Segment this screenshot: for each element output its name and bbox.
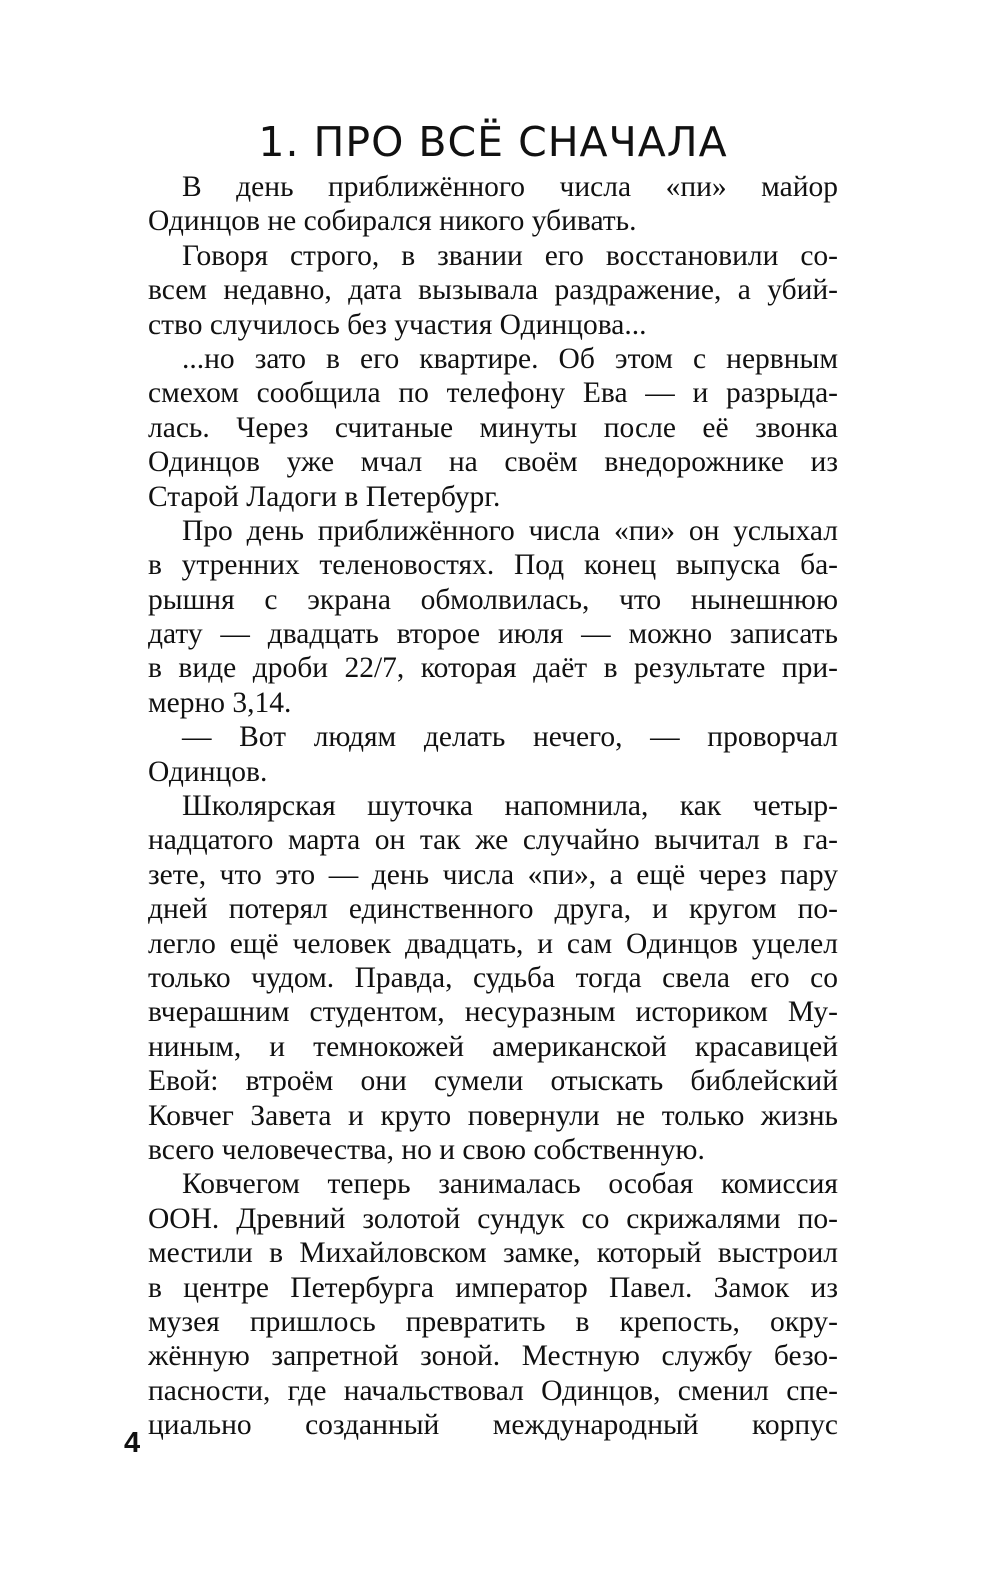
text-line: В день приближённого числа «пи» майор xyxy=(182,171,838,203)
text-line: музея пришлось превратить в крепость, окру- xyxy=(148,1305,838,1338)
text-line: всем недавно, дата вызывала раздражение, а убий- xyxy=(148,274,838,307)
text-line: Евой: втроём они сумели отыскать библейский xyxy=(148,1065,838,1098)
text-line: Одинцов. xyxy=(148,755,268,788)
text-line: ство случилось без участия Одинцова... xyxy=(148,308,647,341)
text-line: в центре Петербурга император Павел. Замок из xyxy=(148,1271,838,1304)
text-line: всего человечества, но и свою собственную. xyxy=(148,1133,705,1166)
text-line: Ковчег Завета и круто повернули не только жизнь xyxy=(148,1099,838,1132)
text-line: дату — двадцать второе июля — можно записать xyxy=(148,618,838,651)
page-number: 4 xyxy=(124,1427,141,1459)
text-line: в утренних теленовостях. Под конец выпуска ба- xyxy=(148,549,838,582)
text-line: Одинцов уже мчал на своём внедорожнике из xyxy=(148,446,838,479)
chapter-title: 1. ПРО ВСЁ СНАЧАЛА xyxy=(258,118,728,166)
body-text xyxy=(148,170,838,1442)
text-line: местили в Михайловском замке, который выстроил xyxy=(148,1237,838,1270)
text-line: пасности, где начальствовал Одинцов, сменил спе- xyxy=(148,1374,838,1407)
text-line: Говоря строго, в звании его восстановили со- xyxy=(182,239,838,272)
text-line: ООН. Древний золотой сундук со скрижалями по- xyxy=(148,1202,838,1235)
text-line: Школярская шуточка напомнила, как четыр- xyxy=(182,790,838,823)
text-line: — Вот людям делать нечего, — проворчал xyxy=(182,721,838,754)
text-line: дней потерял единственного друга, и кругом по- xyxy=(148,893,838,926)
text-line: Ковчегом теперь занималась особая комиссия xyxy=(182,1168,838,1201)
text-line: Про день приближённого числа «пи» он услыхал xyxy=(182,514,838,547)
text-line: лась. Через считаные минуты после её звонка xyxy=(148,411,838,444)
text-line: Одинцов не собирался никого убивать. xyxy=(148,205,637,238)
text-line: мерно 3,14. xyxy=(148,686,292,719)
text-line: в виде дроби 22/7, которая даёт в результате при- xyxy=(148,652,838,685)
text-line: зете, что это — день числа «пи», а ещё через пару xyxy=(148,858,838,891)
text-line: ниным, и темнокожей американской красавицей xyxy=(148,1030,838,1063)
text-line: рышня с экрана обмолвилась, что нынешнюю xyxy=(148,583,838,616)
text-line: Старой Ладоги в Петербург. xyxy=(148,480,501,513)
text-line: вчерашним студентом, несуразным историком Му- xyxy=(148,996,838,1029)
text-line: только чудом. Правда, судьба тогда свела его со xyxy=(148,961,838,994)
text-line: надцатого марта он так же случайно вычитал в га- xyxy=(148,824,838,857)
text-line: циально созданный международный корпус xyxy=(148,1409,838,1442)
text-line: жённую запретной зоной. Местную службу безо- xyxy=(148,1340,838,1373)
text-line: смехом сообщила по телефону Ева — и разрыда- xyxy=(148,377,838,410)
text-line: легло ещё человек двадцать, и сам Одинцов уцелел xyxy=(148,927,838,960)
text-line: ...но зато в его квартире. Об этом с нервным xyxy=(182,342,838,375)
